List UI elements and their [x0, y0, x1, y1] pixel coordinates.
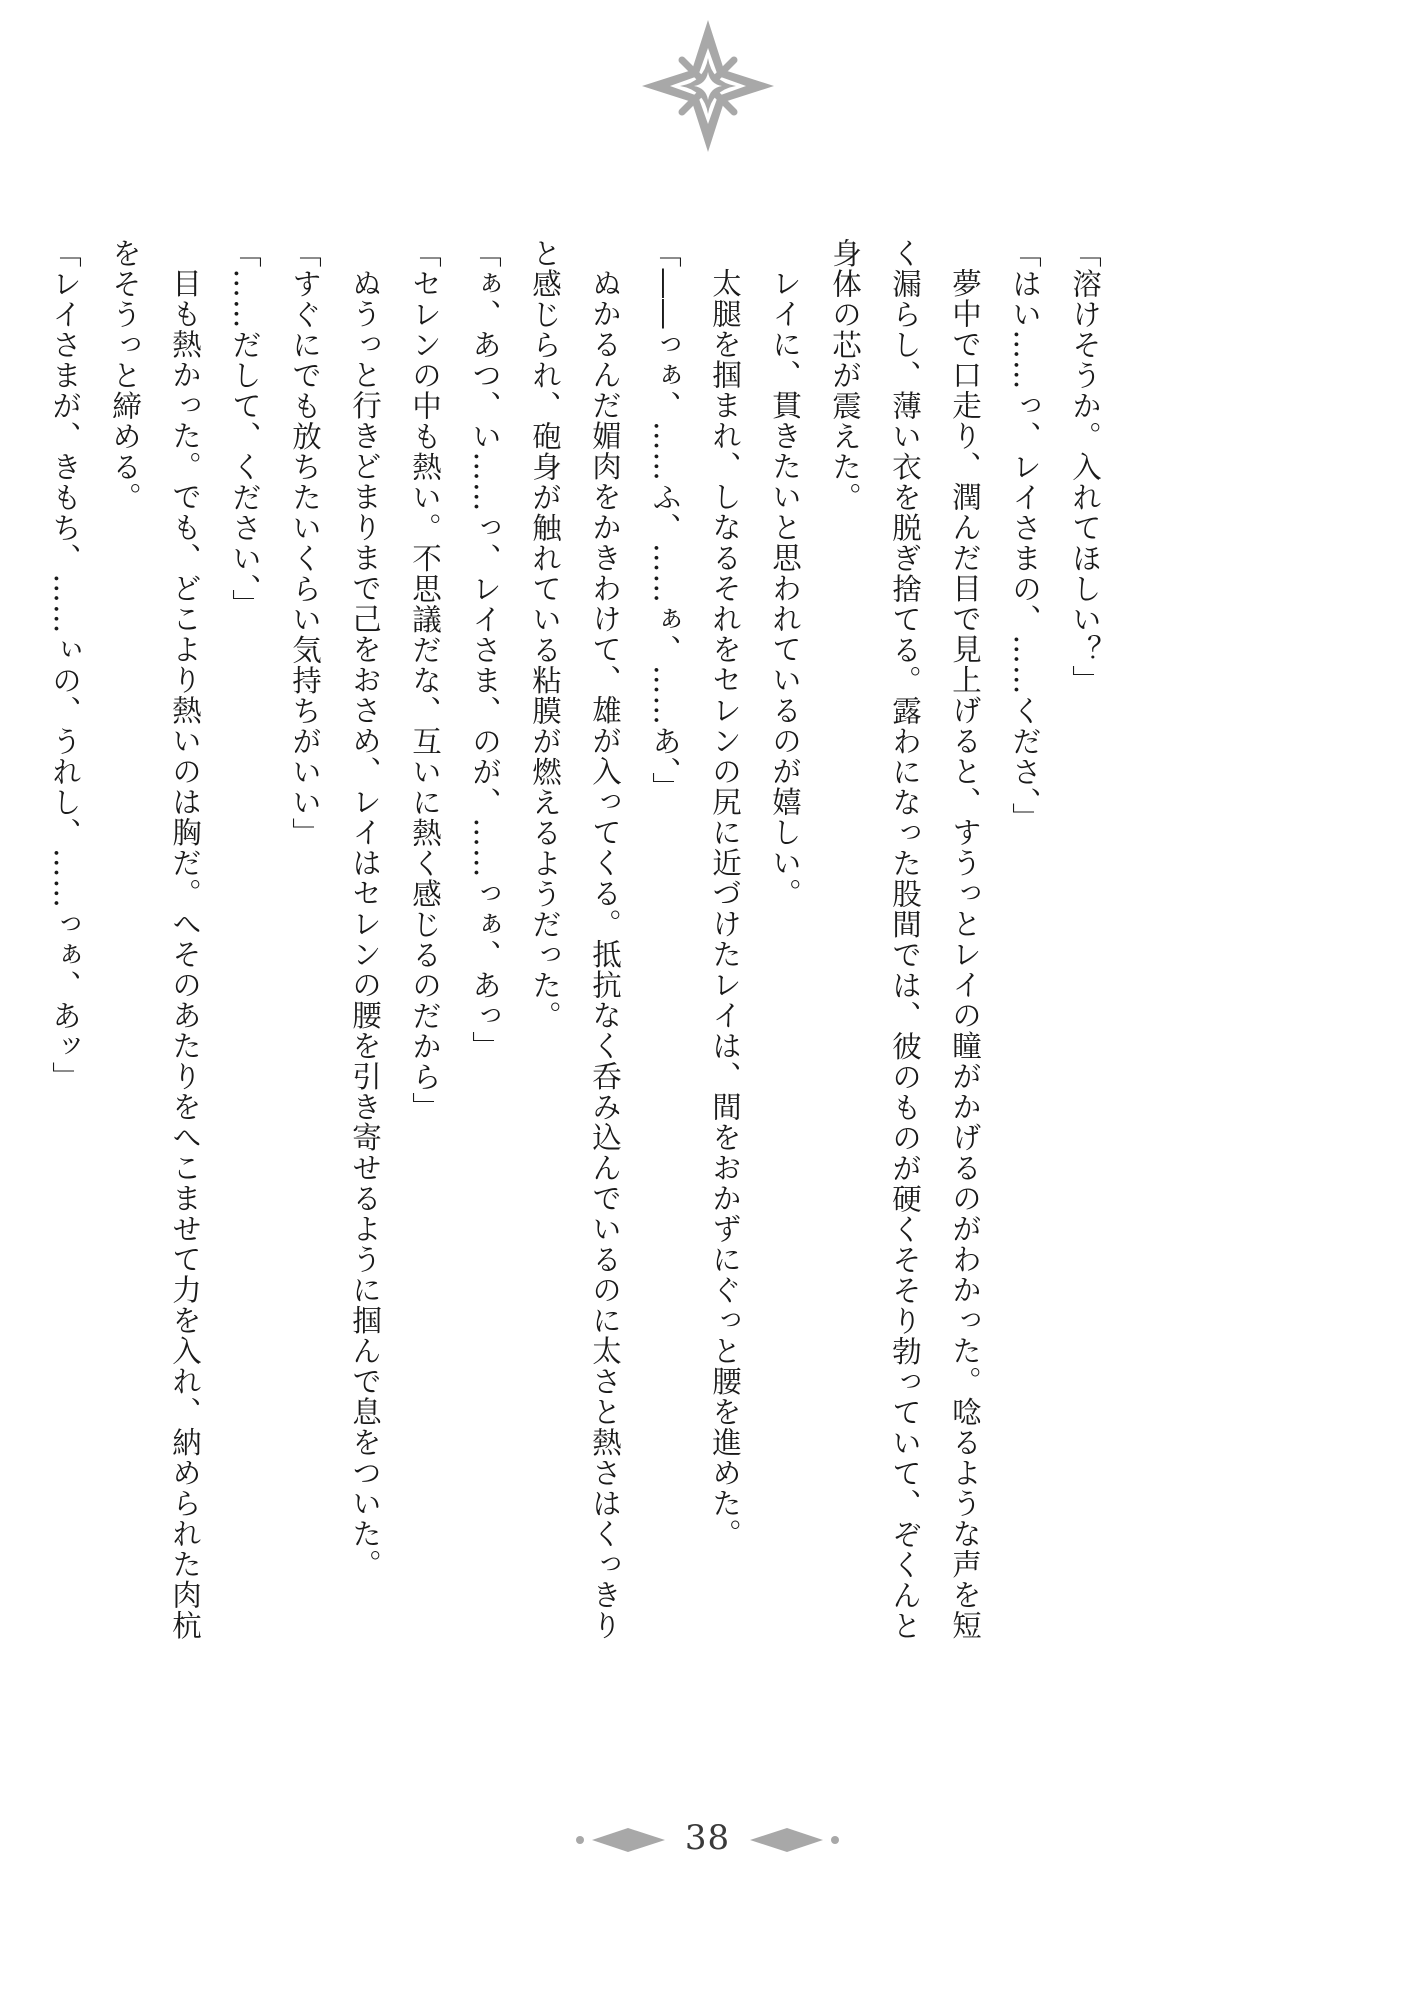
text-line: 「セレンの中も熱い。不思議だな、互いに熱く感じるのだから」: [408, 238, 442, 1123]
text-line: ぬかるんだ媚肉をかきわけて、雄が入ってくる。抵抗なく呑み込んでいるのに太さと熱さはくっきりと感じられ、砲身が触れている粘膜が燃えるようだった。: [528, 238, 622, 1640]
text-line: 「ぁ、あつ、い……っ、レイさま、のが、……っぁ、あっ」: [468, 238, 502, 1062]
text-line: 「溶けそうか。入れてほしい？」: [1068, 238, 1102, 696]
text-line: 「すぐにでも放ちたいくらい気持ちがいい」: [288, 238, 322, 848]
text-line: 目も熱かった。でも、どこより熱いのは胸だ。へそのあたりをへこませて力を入れ、納められた肉杭をそうっと締める。: [108, 238, 202, 1640]
four-point-star-ornament-icon: [640, 18, 776, 154]
text-line: 太腿を掴まれ、しなるそれをセレンの尻に近づけたレイは、間をおかずにぐっと腰を進めた。: [708, 267, 742, 1549]
page-folio: [570, 1820, 845, 1860]
text-line: 「はい……っ、レイさまの、……くださ、」: [1008, 238, 1042, 834]
text-line: 「……だして、ください、」: [228, 238, 262, 620]
text-line: レイに、貫きたいと思われているのが嬉しい。: [768, 267, 802, 908]
text-line: 「――っぁ、……ふ、……ぁ、……あ、」: [648, 238, 682, 803]
text-line: 「レイさまが、きもち、……ぃの、うれし、……っぁ、あッ」: [48, 238, 82, 1092]
text-line: ぬうっと行きどまりまで己をおさめ、レイはセレンの腰を引き寄せるように掴んで息をついた。: [348, 267, 382, 1579]
page-number: 38: [684, 1818, 731, 1858]
text-line: 夢中で口走り、潤んだ目で見上げると、すうっとレイの瞳がかげるのがわかった。唸るような声を短く漏らし、薄い衣を脱ぎ捨てる。露わになった股間では、彼のものが硬くそそり勃っていて、ぞくんと身体の芯が震えた。: [828, 238, 982, 1641]
vertical-body-text: [48, 238, 1115, 1658]
